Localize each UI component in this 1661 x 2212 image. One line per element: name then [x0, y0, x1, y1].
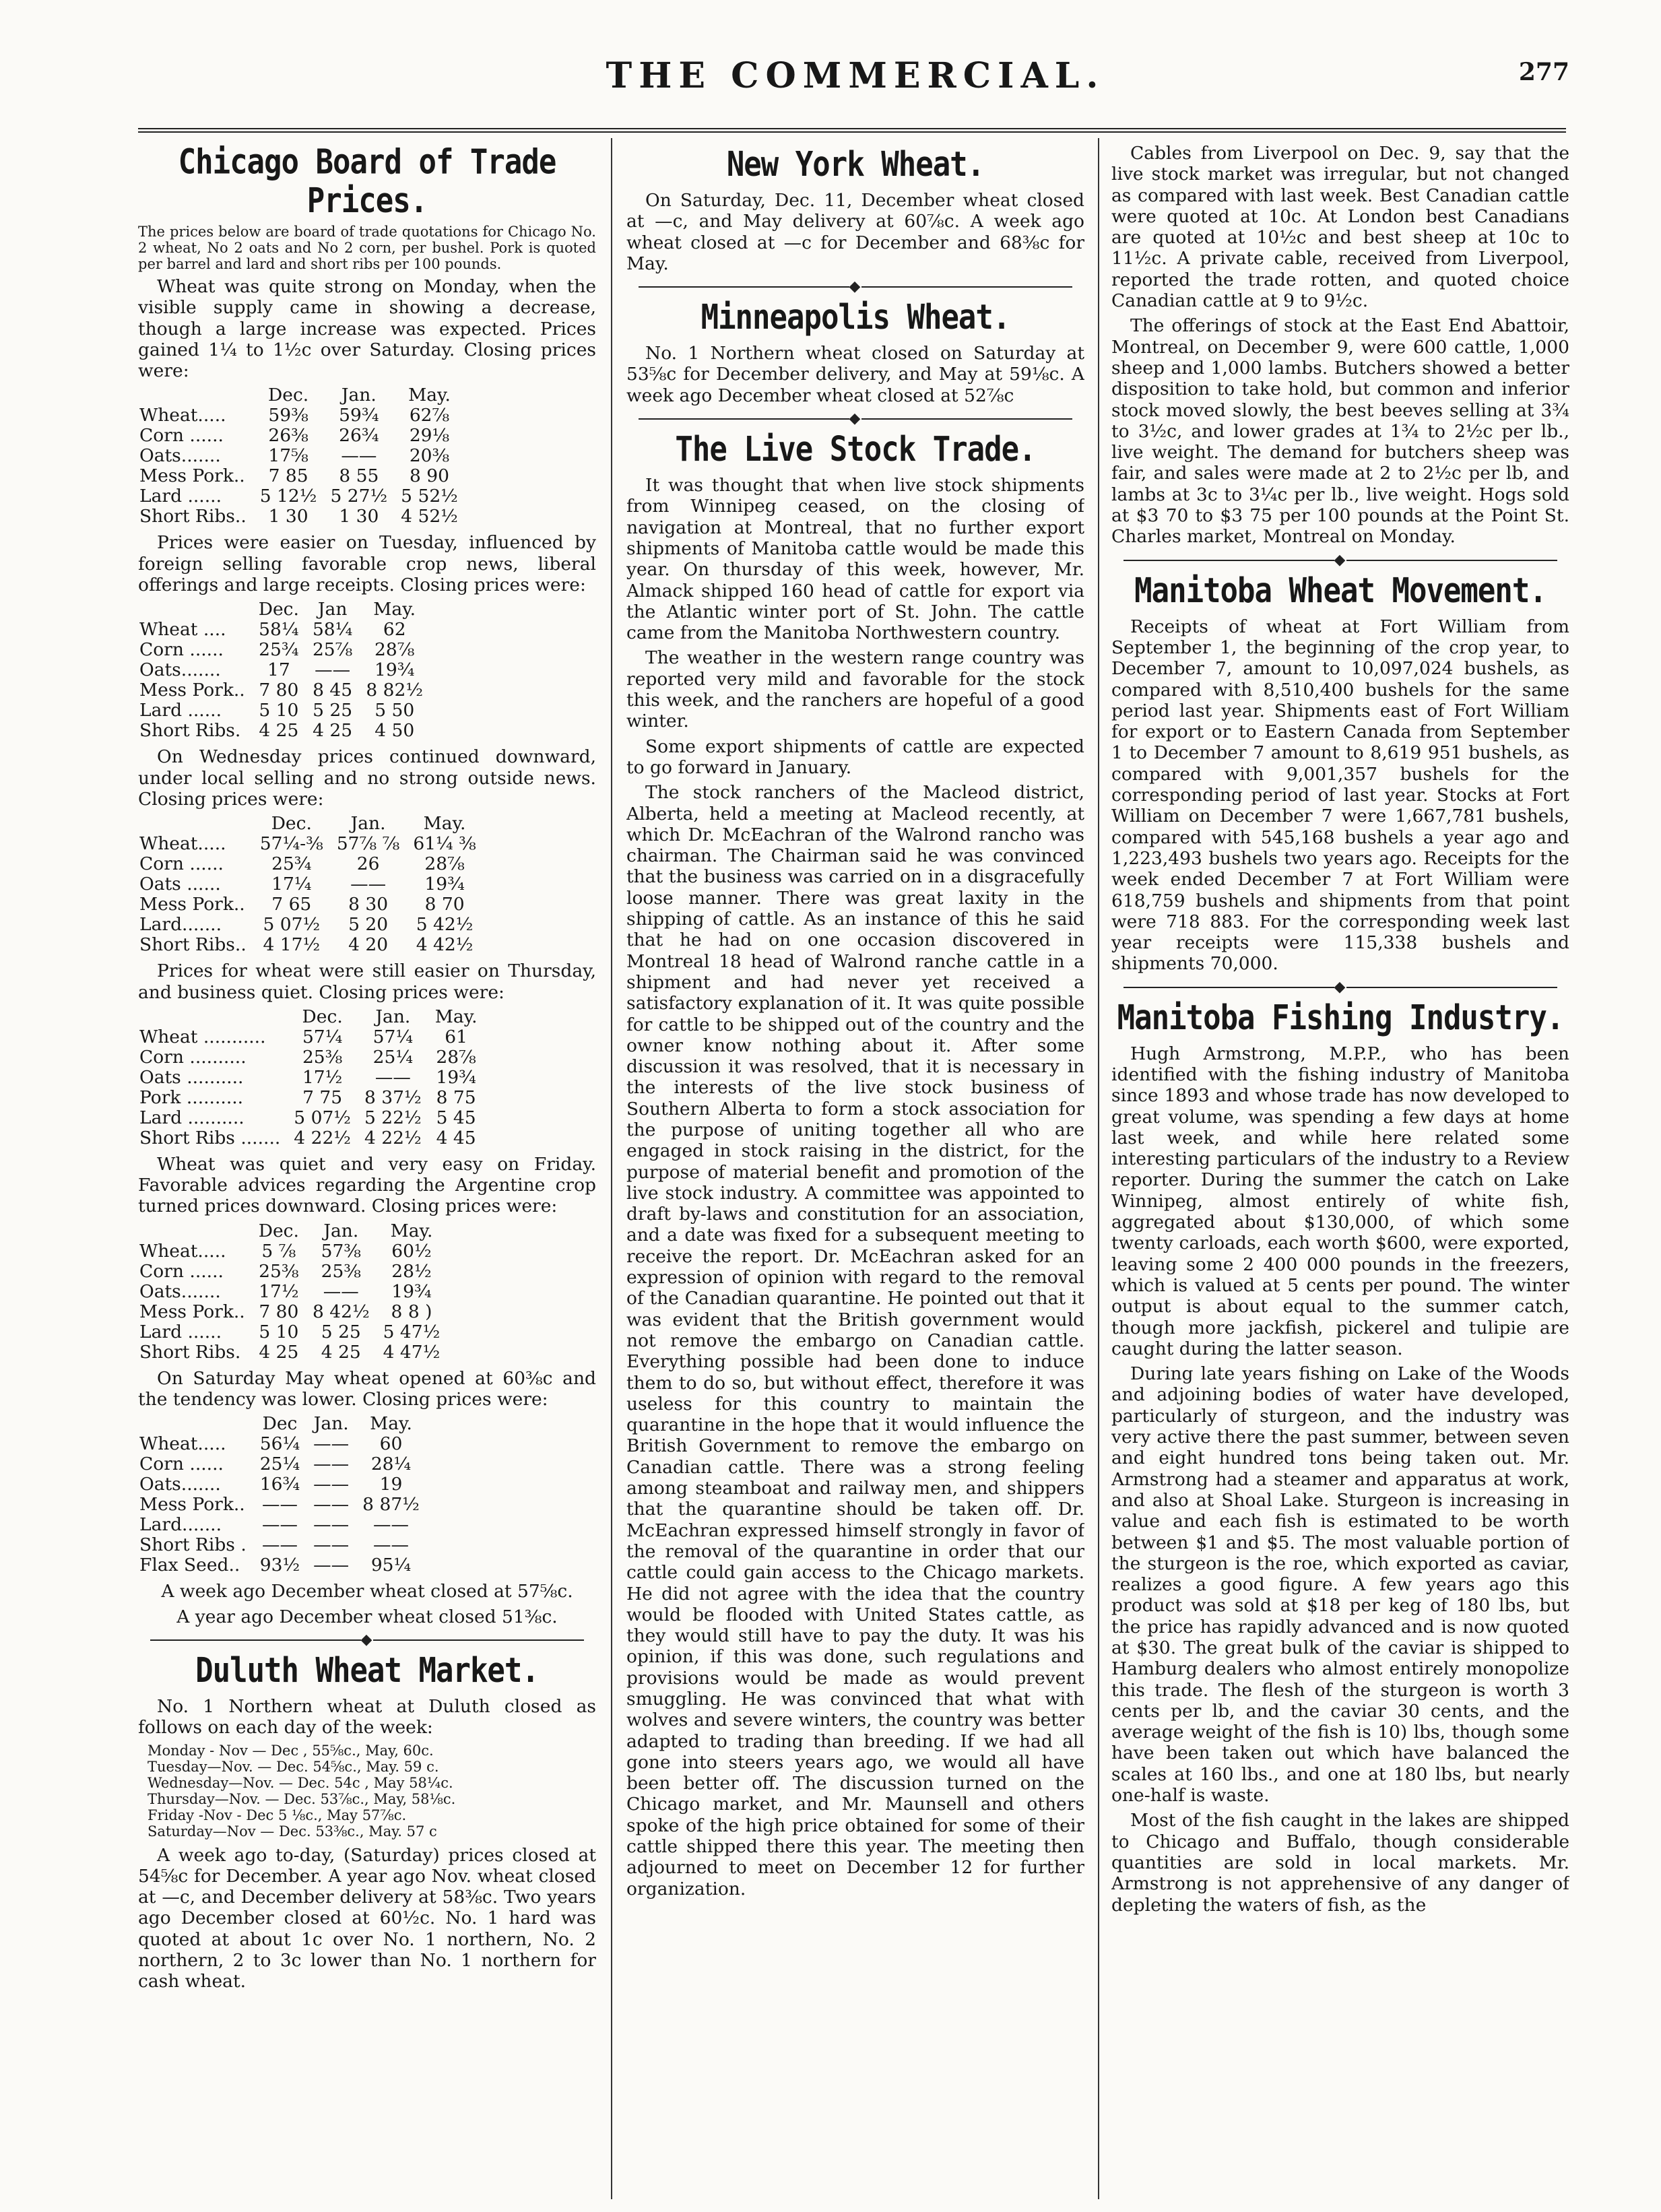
- price-cell: 28⅞: [374, 639, 415, 661]
- column-header: May.: [423, 813, 466, 835]
- commodity-label: Short Ribs..: [139, 506, 247, 527]
- page-number: 277: [1518, 58, 1569, 86]
- column-header: Jan.: [341, 385, 377, 406]
- saturday-price-table: [139, 1414, 426, 1575]
- commodity-label: Corn ......: [139, 1260, 224, 1282]
- price-cell: 5 22½: [364, 1107, 422, 1128]
- price-cell: 19¾: [436, 1066, 476, 1088]
- price-cell: 17: [267, 659, 290, 681]
- price-cell: 16¾: [259, 1474, 300, 1495]
- saturday-text: On Saturday May wheat opened at 60⅜c and the tendency was lower. Closing prices were:: [138, 1367, 596, 1410]
- commodity-label: Short Ribs .......: [139, 1127, 281, 1148]
- column-header: Jan.: [323, 1220, 359, 1241]
- commodity-label: Oats.......: [139, 1280, 221, 1302]
- price-cell: 26: [356, 853, 380, 875]
- price-cell: 61: [445, 1026, 467, 1047]
- table-row: [139, 1454, 426, 1474]
- week-ago-note: A week ago December wheat closed at 57⅝c.: [161, 1581, 573, 1602]
- commodity-label: Lard ......: [139, 700, 222, 721]
- commodity-label: Short Ribs.: [139, 1341, 241, 1363]
- price-cell: 95¼: [370, 1555, 412, 1576]
- column-header: [139, 814, 253, 834]
- manitoba-wheat-text: Receipts of wheat at Fort William from September 1, the beginning of the crop year, to December 7, amount to 10,097,024 bushels, as compared with 8,510,400 bushels for the same period last year. Shipments east of Fort William for export or to Eastern Canada from September 1 to December 7 amount to 8,619 951 bushels, as compared with 9,001,357 bushels for the corresponding period of last year. Stocks at Fort William on December 7 were 1,667,781 bushels, compared with 545,168 bushels a year ago and 1,223,493 bushels two years ago. Receipts for the week ended December 7 at Fort William were 618,759 bushels and shipments from that point were 718 883. For the corresponding week last year receipts were 115,338 bushels and shipments 70,000.: [1111, 616, 1569, 975]
- column-header: Dec.: [258, 599, 299, 620]
- commodity-label: Wheat.....: [139, 1240, 226, 1262]
- commodity-label: Mess Pork..: [139, 894, 245, 915]
- price-cell: 4 25: [259, 720, 299, 742]
- column-header: Dec.: [271, 813, 312, 835]
- price-cell: 1 30: [268, 506, 308, 527]
- price-cell: 7 80: [259, 680, 299, 701]
- price-cell: 25¼: [372, 1046, 414, 1068]
- commodity-label: Flax Seed..: [139, 1555, 240, 1576]
- new-york-heading: New York Wheat.: [726, 145, 985, 185]
- price-cell: 5 20: [348, 914, 389, 936]
- table-header-row: [139, 1221, 447, 1241]
- price-cell: ——: [374, 1066, 411, 1088]
- table-row: [139, 1434, 426, 1454]
- price-cell: 8 82½: [366, 680, 424, 701]
- price-cell: 19: [379, 1474, 403, 1495]
- column-rule: [611, 138, 612, 2199]
- fishing-paragraph: Hugh Armstrong, M.P.P., who has been identified with the fishing industry of Manitoba since 1893 and whose trade has now developed to great volume, was spending a few days at home last week, and while here related some interesting particulars of the industry to a Review reporter. During the summer the catch on Lake Winnipeg, almost entirely of white fish, aggregated about $130,000, of which some twenty carloads, each worth $600, were exported, leaving some 2 400 000 pounds in the freezers, which is valued at 5 cents per pound. The winter output is about equal to the summer catch, though more jackfish, pickerel and tulipie are caught during the latter season.: [1111, 1043, 1569, 1359]
- price-cell: 5 10: [259, 700, 299, 721]
- price-cell: 4 50: [374, 720, 415, 742]
- price-cell: 57¼: [372, 1026, 414, 1047]
- commodity-label: Wheat ....: [139, 619, 226, 641]
- column-rule: [1098, 138, 1099, 2199]
- price-cell: 20⅜: [409, 445, 450, 467]
- commodity-label: Short Ribs.: [139, 720, 241, 742]
- chicago-heading: Chicago Board of Trade Prices.: [178, 143, 556, 221]
- commodity-label: Mess Pork..: [139, 680, 245, 701]
- price-cell: 8 37½: [364, 1086, 422, 1108]
- masthead-rule: [138, 128, 1566, 133]
- wednesday-price-table: [139, 814, 483, 955]
- price-cell: 8 70: [424, 894, 465, 915]
- table-row: [139, 1241, 447, 1262]
- live-stock-paragraph: The weather in the western range country was reported very mild and favorable for the stock this week, and the ranchers are hopeful of a good winter.: [626, 647, 1084, 732]
- friday-price-table: [139, 1221, 447, 1363]
- masthead: [135, 55, 1576, 102]
- column-1: [138, 143, 596, 2204]
- duluth-intro: No. 1 Northern wheat at Duluth closed as follows on each day of the week:: [138, 1695, 596, 1738]
- price-cell: 59¾: [339, 405, 379, 426]
- price-cell: ——: [313, 1555, 350, 1576]
- manitoba-wheat-heading: Manitoba Wheat Movement.: [1134, 571, 1546, 611]
- table-row: [139, 935, 483, 955]
- price-cell: 28⅞: [424, 853, 465, 875]
- price-cell: ——: [313, 1494, 350, 1516]
- table-row: [139, 640, 430, 660]
- price-cell: ——: [261, 1534, 298, 1556]
- list-item: Thursday—Nov. — Dec. 53⅞c., May, 58⅛c.: [148, 1790, 456, 1807]
- price-cell: 4 52½: [401, 506, 458, 527]
- duluth-heading: Duluth Wheat Market.: [195, 1651, 539, 1691]
- wednesday-text: On Wednesday prices continued downward, under local selling and no strong outside news. Closing prices were:: [138, 746, 596, 810]
- table-row: [139, 1068, 484, 1088]
- column-header: [139, 385, 253, 405]
- commodity-label: Oats.......: [139, 1474, 221, 1495]
- price-cell: 60½: [391, 1240, 432, 1262]
- price-cell: 4 25: [313, 720, 353, 742]
- price-cell: 8 30: [348, 894, 389, 915]
- price-cell: 4 17½: [263, 934, 321, 956]
- price-cell: ——: [313, 1534, 350, 1556]
- price-cell: 58¼: [259, 619, 299, 641]
- price-cell: 5 25: [321, 1321, 361, 1342]
- commodity-label: Mess Pork..: [139, 1301, 245, 1322]
- column-2: [626, 143, 1084, 2204]
- price-cell: ——: [373, 1514, 410, 1536]
- column-header: Jan.: [313, 1413, 349, 1435]
- commodity-label: Oats ......: [139, 874, 221, 895]
- section-divider: ◆: [626, 278, 1084, 296]
- price-cell: 5 45: [436, 1107, 476, 1128]
- price-cell: 4 25: [321, 1341, 361, 1363]
- list-item: Monday - Nov — Dec , 55⅝c., May, 60c.: [148, 1742, 434, 1759]
- price-cell: 8 75: [436, 1086, 476, 1108]
- table-row: [139, 680, 430, 701]
- duluth-text: A week ago to-day, (Saturday) prices closed at 54⅝c for December. A year ago Nov. wheat closed at —c, and December delivery at 58⅜c. Two years ago December closed at 60½c. No. 1 hard was quoted at about 1c over No. 1 northern, No. 2 northern, 2 to 3c lower than No. 1 northern for cash wheat.: [138, 1844, 596, 1992]
- live-stock-paragraph: The stock ranchers of the Macleod district, Alberta, held a meeting at Macleod recently, at which Dr. McEachran of the Walrond rancho was chairman. The Chairman said he was convinced that the business was carried on in a disgracefully loose manner. There was great laxity in the shipping of cattle. As an instance of this he said that he had on one occasion discovered in Montreal 18 head of Walrond ranche cattle in a shipment and had never yet received a satisfactory explanation of it. It was quite possible for cattle to be shipped out of the country and the owner know nothing about it. After some discussion it was resolved, that it is necessary in the interests of the live stock business of Southern Alberta to form a stock association for the purpose of uniting together all who are engaged in stock raising in the district, for the purpose of material benefit and promotion of the live stock industry. A committee was appointed to draft by-laws and constitution for an association, and a date was fixed for a subsequent meeting to receive the report. Dr. McEachran asked for an expression of opinion with regard to the removal of the Canadian quarantine. He pointed out that it was evident that the British government would not remove the embargo on Canadian cattle. Everything possible had been done to induce them to do so, but without effect, therefore it was useless for this country to maintain the quarantine in the hope that it would influence the British Government to remove the embargo on Canadian cattle. There was a strong feeling among steamboat and railway men, and shippers that the quarantine should be taken off. Dr. McEachran expressed himself strongly in favor of the removal of the quarantine in order that our cattle could gain access to the Chicago markets. He did not agree with the idea that the country would be flooded with United States cattle, as they would still have to pay the duty. It was his opinion, if this was done, such regulations and provisions would be made as would prevent smuggling. He was convinced that what with wolves and severe winters, the country was better adapted to trading than breeding. If we had all gone into steers years ago, we would all have been better off. The discussion turned on the Chicago market, and Mr. Maunsell and others spoke of the high price obtained for some of their cattle shipped there this year. The meeting then adjourned to meet on December 12 for further organization.: [626, 782, 1084, 1899]
- price-cell: ——: [261, 1494, 298, 1516]
- list-item: Wednesday—Nov. — Dec. 54c , May 58¼c.: [148, 1774, 453, 1791]
- price-cell: 17½: [302, 1066, 343, 1088]
- table-row: [139, 620, 430, 640]
- price-cell: 7 65: [271, 894, 312, 915]
- table-row: [139, 1302, 447, 1322]
- price-cell: 25⅜: [321, 1260, 361, 1282]
- table-row: [139, 405, 465, 426]
- tuesday-text: Prices were easier on Tuesday, influenced by foreign selling favorable crop news, liberal offerings and large receipts. Closing prices were:: [138, 532, 596, 596]
- price-cell: 62⅞: [409, 405, 450, 426]
- monday-text: Wheat was quite strong on Monday, when the visible supply came in showing a decrease, though a large increase was expected. Prices gained 1¼ to 1½c over Saturday. Closing prices were:: [138, 276, 596, 382]
- live-stock-heading: The Live Stock Trade.: [675, 430, 1036, 469]
- table-row: [139, 721, 430, 741]
- new-york-text: On Saturday, Dec. 11, December wheat closed at —c, and May delivery at 60⅞c. A week ago wheat closed at —c for December and 68⅜c for May.: [626, 190, 1084, 274]
- price-cell: 59⅜: [268, 405, 308, 426]
- price-cell: 60: [379, 1433, 403, 1455]
- column-header: Dec.: [258, 1220, 299, 1241]
- column-header: [139, 1221, 252, 1241]
- price-cell: 4 47½: [383, 1341, 441, 1363]
- price-cell: 25¼: [259, 1454, 300, 1475]
- price-cell: 4 42½: [416, 934, 474, 956]
- price-cell: ——: [341, 445, 377, 467]
- price-cell: 5 52½: [401, 486, 458, 507]
- price-cell: 8 87½: [362, 1494, 420, 1516]
- price-cell: 4 45: [436, 1127, 476, 1148]
- price-cell: 7 85: [268, 465, 308, 487]
- commodity-label: Lard ......: [139, 486, 222, 507]
- section-divider: ◆: [138, 1631, 596, 1649]
- table-header-row: [139, 385, 465, 405]
- table-row: [139, 1495, 426, 1515]
- price-cell: 17½: [259, 1280, 299, 1302]
- price-cell: 4 25: [259, 1341, 299, 1363]
- commodity-label: Wheat ...........: [139, 1026, 266, 1047]
- column-header: May.: [434, 1006, 478, 1027]
- price-cell: 25⅜: [302, 1046, 343, 1068]
- price-cell: 5 10: [259, 1321, 299, 1342]
- price-cell: 29⅛: [409, 425, 450, 447]
- price-cell: 5 07½: [294, 1107, 351, 1128]
- table-row: [139, 1282, 447, 1302]
- price-cell: 25⅜: [259, 1260, 299, 1282]
- column-header: [139, 599, 252, 620]
- price-cell: 28¼: [370, 1454, 412, 1475]
- thursday-price-table: [139, 1007, 484, 1148]
- column-header: [139, 1007, 287, 1027]
- commodity-label: Mess Pork..: [139, 1494, 245, 1516]
- price-cell: ——: [323, 1280, 359, 1302]
- price-cell: 5 07½: [263, 914, 321, 936]
- table-row: [139, 894, 483, 915]
- table-row: [139, 507, 465, 527]
- column-header: Dec: [262, 1413, 298, 1435]
- price-cell: ——: [373, 1534, 410, 1556]
- price-cell: ——: [350, 874, 387, 895]
- price-cell: 25¾: [271, 853, 312, 875]
- list-item: Friday -Nov - Dec 5 ⅛c., May 57⅞c.: [148, 1807, 407, 1823]
- table-row: [139, 1555, 426, 1575]
- price-cell: 8 90: [410, 465, 450, 487]
- table-row: [139, 1474, 426, 1495]
- commodity-label: Pork ..........: [139, 1086, 244, 1108]
- table-row: [139, 915, 483, 935]
- price-cell: 57¼-⅜: [259, 833, 323, 855]
- column-header: Dec.: [268, 385, 309, 406]
- commodity-label: Lard.......: [139, 914, 222, 936]
- price-cell: 17⅝: [268, 445, 308, 467]
- table-row: [139, 701, 430, 721]
- table-row: [139, 1108, 484, 1128]
- table-row: [139, 834, 483, 854]
- table-row: [139, 854, 483, 874]
- price-cell: 7 75: [302, 1086, 343, 1108]
- price-cell: ——: [313, 1454, 350, 1475]
- price-cell: 62: [383, 619, 406, 641]
- table-header-row: [139, 1007, 484, 1027]
- column-header: Jan.: [375, 1006, 411, 1027]
- price-cell: 25¾: [259, 639, 299, 661]
- commodity-label: Short Ribs..: [139, 934, 247, 956]
- minneapolis-text: No. 1 Northern wheat closed on Saturday at 53⅝c for December delivery, and May at 59⅛c. A week ago December wheat closed at 52⅞c: [626, 343, 1084, 406]
- section-divider: ◆: [1111, 979, 1569, 996]
- column-header: Jan: [317, 599, 348, 620]
- price-cell: 17¼: [271, 874, 312, 895]
- table-row: [139, 446, 465, 466]
- commodity-label: Corn ..........: [139, 1046, 247, 1068]
- table-row: [139, 1027, 484, 1047]
- price-cell: 28⅞: [436, 1046, 476, 1068]
- price-cell: 5 42½: [416, 914, 474, 936]
- table-row: [139, 1128, 484, 1148]
- price-cell: 25⅞: [312, 639, 353, 661]
- chicago-note: The prices below are board of trade quotations for Chicago No. 2 wheat, No 2 oats and No 2 corn, per bushel. Pork is quoted per barrel and lard and short ribs per 100 pounds.: [138, 224, 596, 272]
- table-header-row: [139, 814, 483, 834]
- commodity-label: Oats ..........: [139, 1066, 244, 1088]
- price-cell: 8 45: [313, 680, 353, 701]
- price-cell: ——: [313, 1433, 350, 1455]
- table-row: [139, 1535, 426, 1555]
- table-row: [139, 1342, 447, 1363]
- list-item: Tuesday—Nov. — Dec. 54⅝c., May. 59 c.: [148, 1758, 439, 1775]
- table-header-row: [139, 1414, 426, 1434]
- price-cell: 8 55: [339, 465, 379, 487]
- price-cell: 57⅜: [321, 1240, 361, 1262]
- table-row: [139, 1262, 447, 1282]
- table-row: [139, 874, 483, 894]
- column-3: [1111, 143, 1569, 2204]
- price-cell: 26⅜: [268, 425, 308, 447]
- commodity-label: Corn ......: [139, 1454, 224, 1475]
- price-cell: 5 27½: [330, 486, 388, 507]
- column-header: Dec.: [302, 1006, 343, 1027]
- cables-paragraph: The offerings of stock at the East End Abattoir, Montreal, on December 9, were 600 cattle, 1,000 sheep and 1,000 lambs. Butchers showed a better disposition to take hold, but common and inferior stock moved slowly, the best beeves selling at 3¾ to 3½c, and lower grades at 1¾ to 2½c per lb., live weight. The demand for butchers sheep was fair, and sales were made at 2 to 2½c per lb, and lambs at 3c to 3¼c per lb., live weight. Hogs sold at $3 70 to $3 75 per 100 pounds at the Point St. Charles market, Montreal on Monday.: [1111, 315, 1569, 548]
- commodity-label: Corn ......: [139, 853, 224, 875]
- price-cell: 4 22½: [294, 1127, 351, 1148]
- commodity-label: Short Ribs .: [139, 1534, 247, 1556]
- commodity-label: Lard.......: [139, 1514, 222, 1536]
- price-cell: 93½: [259, 1555, 300, 1576]
- section-divider: ◆: [626, 410, 1084, 428]
- price-cell: 19¾: [391, 1280, 432, 1302]
- fishing-heading: Manitoba Fishing Industry.: [1117, 998, 1564, 1038]
- commodity-label: Corn ......: [139, 425, 224, 447]
- table-row: [139, 1047, 484, 1068]
- price-cell: 57⅞ ⅞: [336, 833, 400, 855]
- live-stock-paragraph: It was thought that when live stock shipments from Winnipeg ceased, on the closing of navigation at Montreal, that no further export shipments of Manitoba cattle would be made this year. On thursday of this week, however, Mr. Almack shipped 160 head of cattle for export via the Atlantic winter port of St. John. The cattle came from the Manitoba Northwestern country.: [626, 475, 1084, 644]
- thursday-text: Prices for wheat were still easier on Thursday, and business quiet. Closing prices were:: [138, 961, 596, 1003]
- commodity-label: Lard ..........: [139, 1107, 245, 1128]
- friday-text: Wheat was quiet and very easy on Friday. Favorable advices regarding the Argentine crop turned prices downward. Closing prices were:: [138, 1153, 596, 1217]
- price-cell: 5 25: [313, 700, 353, 721]
- table-row: [139, 426, 465, 446]
- monday-price-table: [139, 385, 465, 527]
- masthead-title: THE COMMERCIAL.: [606, 55, 1105, 96]
- commodity-label: Oats.......: [139, 659, 221, 681]
- commodity-label: Mess Pork..: [139, 465, 245, 487]
- price-cell: 4 20: [348, 934, 389, 956]
- price-cell: 57¼: [302, 1026, 343, 1047]
- price-cell: 5 50: [374, 700, 415, 721]
- table-row: [139, 660, 430, 680]
- price-cell: ——: [313, 1514, 350, 1536]
- year-ago-note: A year ago December wheat closed 51⅜c.: [176, 1606, 558, 1627]
- price-cell: 5 12½: [259, 486, 317, 507]
- column-header: [139, 1414, 253, 1434]
- table-row: [139, 1322, 447, 1342]
- commodity-label: Wheat.....: [139, 833, 226, 855]
- table-row: [139, 466, 465, 486]
- price-cell: 61¼ ⅜: [413, 833, 476, 855]
- commodity-label: Wheat.....: [139, 1433, 226, 1455]
- price-cell: 56¼: [259, 1433, 300, 1455]
- commodity-label: Wheat.....: [139, 405, 226, 426]
- price-cell: 8 8 ): [391, 1301, 432, 1322]
- column-header: May.: [373, 599, 416, 620]
- price-cell: 7 80: [259, 1301, 299, 1322]
- price-cell: ——: [315, 659, 351, 681]
- column-header: May.: [408, 385, 451, 406]
- tuesday-price-table: [139, 599, 430, 741]
- price-cell: 4 22½: [364, 1127, 422, 1148]
- price-cell: 19¾: [424, 874, 465, 895]
- duluth-quote-list: [148, 1743, 596, 1840]
- price-cell: ——: [261, 1514, 298, 1536]
- commodity-label: Lard ......: [139, 1321, 222, 1342]
- fishing-paragraph: Most of the fish caught in the lakes are shipped to Chicago and Buffalo, though considerable quantities are sold in local markets. Mr. Armstrong is not apprehensive of any danger of depleting the waters of fish, as the: [1111, 1810, 1569, 1916]
- column-header: Jan.: [350, 813, 386, 835]
- table-row: [139, 486, 465, 507]
- price-cell: 19¾: [374, 659, 415, 681]
- price-cell: 58¼: [312, 619, 353, 641]
- live-stock-paragraph: Some export shipments of cattle are expected to go forward in January.: [626, 736, 1084, 778]
- price-cell: 1 30: [339, 506, 379, 527]
- column-header: May.: [390, 1220, 433, 1241]
- minneapolis-heading: Minneapolis Wheat.: [701, 298, 1010, 337]
- commodity-label: Oats.......: [139, 445, 221, 467]
- fishing-paragraph: During late years fishing on Lake of the Woods and adjoining bodies of water have developed, particularly of sturgeon, and the industry was very active there the past summer, between seven and eight hundred tons being taken out. Mr. Armstrong had a steamer and apparatus at work, and also at Shoal Lake. Sturgeon is increasing in value and each fish is estimated to be worth between $1 and $5. The most valuable portion of the sturgeon is the roe, which exported as caviar, realizes a good figure. A few years ago this product was sold at $18 per keg of 180 lbs, but the price has rapidly advanced and is now quoted at $30. The great bulk of the caviar is shipped to Hamburg dealers who almost entirely monopolize this trade. The flesh of the sturgeon is worth 3 cents per lb, and the caviar 30 cents, and the average weight of the fish is 10) lbs, though some have been taken out which have balanced the scales at 160 lbs., and one at 180 lbs, but nearly one-half is waste.: [1111, 1363, 1569, 1807]
- price-cell: 5 47½: [383, 1321, 441, 1342]
- section-divider: ◆: [1111, 552, 1569, 569]
- table-row: [139, 1515, 426, 1535]
- price-cell: 8 42½: [312, 1301, 370, 1322]
- price-cell: 28½: [391, 1260, 432, 1282]
- table-header-row: [139, 599, 430, 620]
- column-header: May.: [370, 1413, 412, 1435]
- price-cell: ——: [313, 1474, 350, 1495]
- price-cell: 26¾: [339, 425, 379, 447]
- table-row: [139, 1088, 484, 1108]
- list-item: Saturday—Nov — Dec. 53⅜c., May. 57 c: [148, 1823, 437, 1840]
- price-cell: 5 ⅞: [261, 1240, 296, 1262]
- commodity-label: Corn ......: [139, 639, 224, 661]
- cables-paragraph: Cables from Liverpool on Dec. 9, say that the live stock market was irregular, but not changed as compared with last week. Best Canadian cattle were quoted at 10c. At London best Canadians are quoted at 10½c and best sheep at 10c to 11½c. A private cable, received from Liverpool, reported the trade rotten, and quoted choice Canadian cattle at 9 to 9½c.: [1111, 143, 1569, 312]
